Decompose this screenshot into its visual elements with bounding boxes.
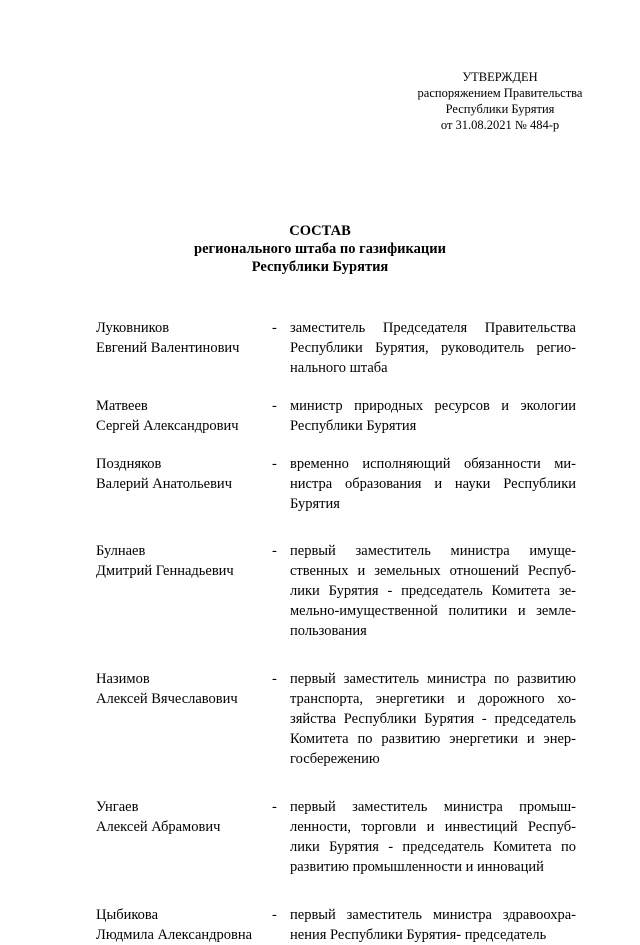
member-given-name: Валерий Анатольевич: [96, 476, 232, 492]
member-role-line: Бурятия: [290, 496, 340, 512]
member-given-name: Алексей Абрамович: [96, 819, 221, 835]
member-given-name: Алексей Вячеславович: [96, 691, 238, 707]
member-dash: -: [272, 907, 277, 923]
member-entry: [96, 669, 576, 769]
approval-order-line: распоряжением Правительства: [417, 86, 583, 100]
member-dash: -: [272, 543, 277, 559]
member-role: [290, 318, 576, 378]
member-role-line: лики Бурятия - председатель Комитета по: [290, 839, 576, 855]
member-surname: Матвеев: [96, 398, 148, 414]
members-list: [96, 318, 576, 945]
member-role-line: первый заместитель министра по развитию: [290, 671, 576, 687]
member-surname: Луковников: [96, 320, 170, 336]
member-role-line: пользования: [290, 623, 367, 639]
approval-republic-line: Республики Бурятия: [445, 102, 555, 116]
member-role-line: транспорта, энергетики и дорожного хо-: [290, 691, 576, 707]
member-role-line: заместитель Председателя Правительства: [290, 320, 576, 336]
member-name: [96, 669, 271, 709]
member-dash: -: [272, 320, 277, 336]
member-role-line: ственных и земельных отношений Респуб-: [290, 563, 576, 579]
member-given-name: Евгений Валентинович: [96, 340, 240, 356]
member-surname: Назимов: [96, 671, 150, 687]
member-role-line: нального штаба: [290, 360, 388, 376]
member-entry: [96, 454, 576, 514]
title-line-2: регионального штаба по газификации: [194, 241, 446, 257]
member-dash: -: [272, 671, 277, 687]
member-surname: Унгаев: [96, 799, 139, 815]
member-role: [290, 454, 576, 514]
member-given-name: Людмила Александровна: [96, 927, 253, 943]
member-role-line: ленности, торговли и инвестиций Респуб-: [290, 819, 576, 835]
member-given-name: Дмитрий Геннадьевич: [96, 563, 234, 579]
member-role: [290, 669, 576, 769]
member-role-line: нистра образования и науки Республики: [290, 476, 576, 492]
member-role-line: мельно-имущественной политики и земле-: [290, 603, 576, 619]
member-role: [290, 541, 576, 641]
member-dash: -: [272, 456, 277, 472]
member-role: [290, 797, 576, 877]
member-role: [290, 905, 576, 945]
member-entry: [96, 396, 576, 436]
member-given-name: Сергей Александрович: [96, 418, 239, 434]
member-surname: Цыбикова: [96, 907, 159, 923]
member-role-line: госбережению: [290, 751, 380, 767]
member-role: [290, 396, 576, 436]
member-name: [96, 318, 271, 358]
member-surname: Булнаев: [96, 543, 146, 559]
member-role-line: Республики Бурятия, руководитель регио-: [290, 340, 576, 356]
member-role-line: зяйства Республики Бурятия - председатель: [290, 711, 576, 727]
member-role-line: нения Республики Бурятия- председатель: [290, 927, 547, 943]
member-entry: [96, 318, 576, 378]
member-entry: [96, 797, 576, 877]
document-title: [0, 222, 640, 276]
member-name: [96, 905, 271, 945]
title-line-1: СОСТАВ: [289, 223, 351, 239]
member-role-line: временно исполняющий обязанности ми-: [290, 456, 576, 472]
member-name: [96, 454, 271, 494]
approval-date-line: от 31.08.2021 № 484-р: [440, 118, 560, 132]
approval-stamp: [405, 69, 595, 133]
member-dash: -: [272, 799, 277, 815]
title-line-3: Республики Бурятия: [251, 259, 389, 275]
member-role-line: первый заместитель министра имуще-: [290, 543, 576, 559]
member-role-line: первый заместитель министра промыш-: [290, 799, 576, 815]
member-name: [96, 396, 271, 436]
member-name: [96, 541, 271, 581]
member-entry: [96, 541, 576, 641]
member-role-line: Комитета по развитию энергетики и энер-: [290, 731, 576, 747]
member-surname: Поздняков: [96, 456, 162, 472]
member-role-line: Республики Бурятия: [290, 418, 417, 434]
member-role-line: первый заместитель министра здравоохра-: [290, 907, 576, 923]
approval-heading: УТВЕРЖДЕН: [462, 70, 538, 84]
member-entry: [96, 905, 576, 945]
member-name: [96, 797, 271, 837]
member-role-line: лики Бурятия - председатель Комитета зе-: [290, 583, 576, 599]
member-dash: -: [272, 398, 277, 414]
member-role-line: развитию промышленности и инноваций: [290, 859, 544, 875]
member-role-line: министр природных ресурсов и экологии: [290, 398, 576, 414]
